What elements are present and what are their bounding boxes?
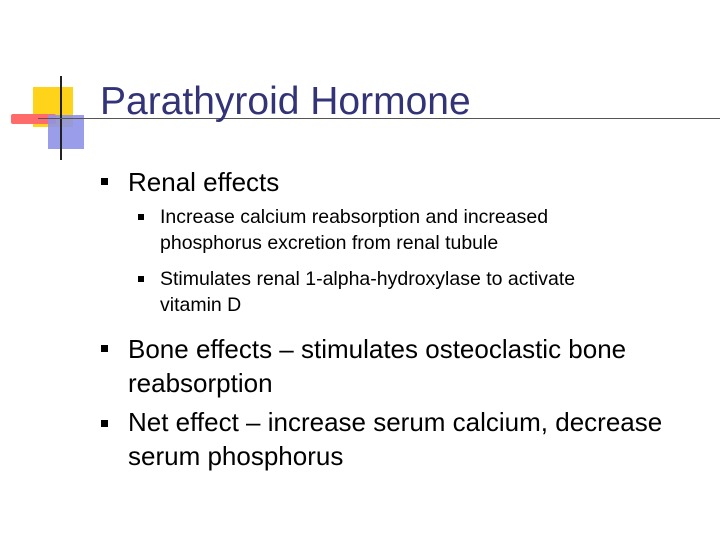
sub-bullet-hydroxylase [160, 266, 575, 318]
slide-title: Parathyroid Hormone [100, 80, 471, 123]
bullet-line: reabsorption [128, 368, 273, 398]
accent-blue-square [48, 115, 84, 149]
bullet-line: Net effect – increase serum calcium, decrease [128, 407, 663, 437]
bullet-net-effect [128, 405, 662, 473]
sub-bullet-line: phosphorus excretion from renal tubule [160, 232, 499, 254]
bullet-renal-effects: Renal effects [128, 167, 280, 197]
bullet-square-icon [101, 178, 108, 185]
sub-bullet-calcium-reabsorption [160, 204, 548, 256]
bullet-line: serum phosphorus [128, 441, 344, 471]
bullet-line: Bone effects – stimulates osteoclastic bone [128, 334, 627, 364]
sub-bullet-square-icon [138, 214, 144, 220]
sub-bullet-line: Increase calcium reabsorption and increased [160, 206, 549, 228]
sub-bullet-square-icon [138, 276, 144, 282]
bullet-square-icon [101, 345, 108, 352]
sub-bullet-line: vitamin D [160, 294, 242, 316]
bullet-bone-effects [128, 332, 626, 400]
bullet-square-icon [101, 420, 108, 427]
sub-bullet-line: Stimulates renal 1-alpha-hydroxylase to activate [160, 268, 576, 290]
